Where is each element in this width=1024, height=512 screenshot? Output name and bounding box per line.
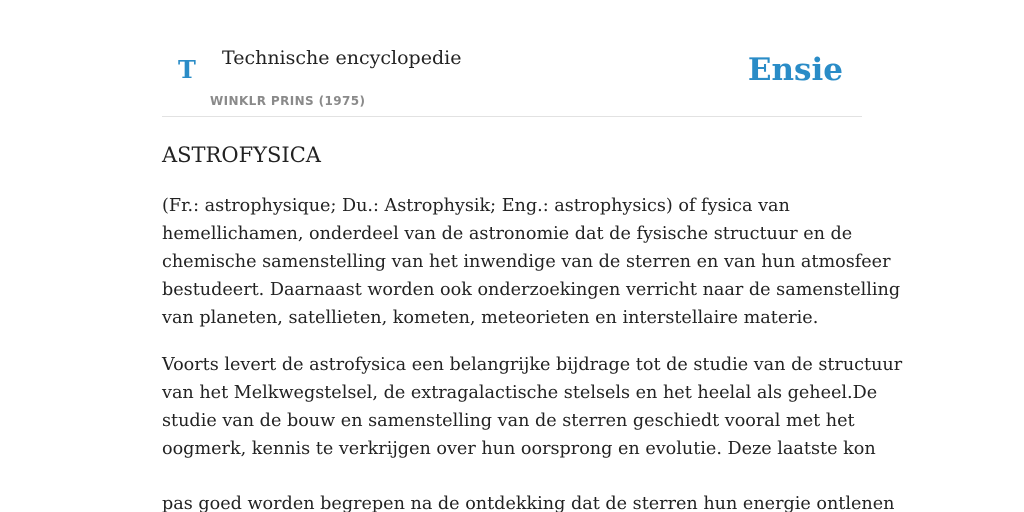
paragraph-line: studie van de bouw en samenstelling van de sterren geschiedt vooral met het — [162, 411, 855, 431]
source-label: WINKLR PRINS (1975) — [210, 94, 366, 108]
encyclopedia-logo-icon[interactable]: T — [178, 55, 196, 84]
article-title: ASTROFYSICA — [162, 143, 321, 167]
encyclopedia-title-link[interactable]: Technische encyclopedie — [222, 47, 462, 69]
ensie-logo-link[interactable]: Ensie — [747, 52, 843, 88]
site-header — [162, 0, 862, 117]
paragraph-line: oogmerk, kennis te verkrijgen over hun oorsprong en evolutie. Deze laatste kon — [162, 439, 876, 459]
article-paragraph — [162, 351, 903, 463]
paragraph-line: van het Melkwegstelsel, de extragalactische stelsels en het heelal als geheel.De — [162, 383, 878, 403]
paragraph-line: (Fr.: astrophysique; Du.: Astrophysik; Eng.: astrophysics) of fysica van — [162, 196, 790, 216]
paragraph-line: pas goed worden begrepen na de ontdekking dat de sterren hun energie ontlenen — [162, 494, 895, 512]
paragraph-line: chemische samenstelling van het inwendige van de sterren en van hun atmosfeer — [162, 252, 891, 272]
article-paragraph — [162, 490, 895, 512]
paragraph-line: hemellichamen, onderdeel van de astronomie dat de fysische structuur en de — [162, 224, 853, 244]
article-paragraph — [162, 192, 901, 332]
paragraph-line: Voorts levert de astrofysica een belangrijke bijdrage tot de studie van de structuur — [162, 355, 903, 375]
paragraph-line: van planeten, satellieten, kometen, meteorieten en interstellaire materie. — [162, 308, 819, 328]
paragraph-line: bestudeert. Daarnaast worden ook onderzoekingen verricht naar de samenstelling — [162, 280, 901, 300]
